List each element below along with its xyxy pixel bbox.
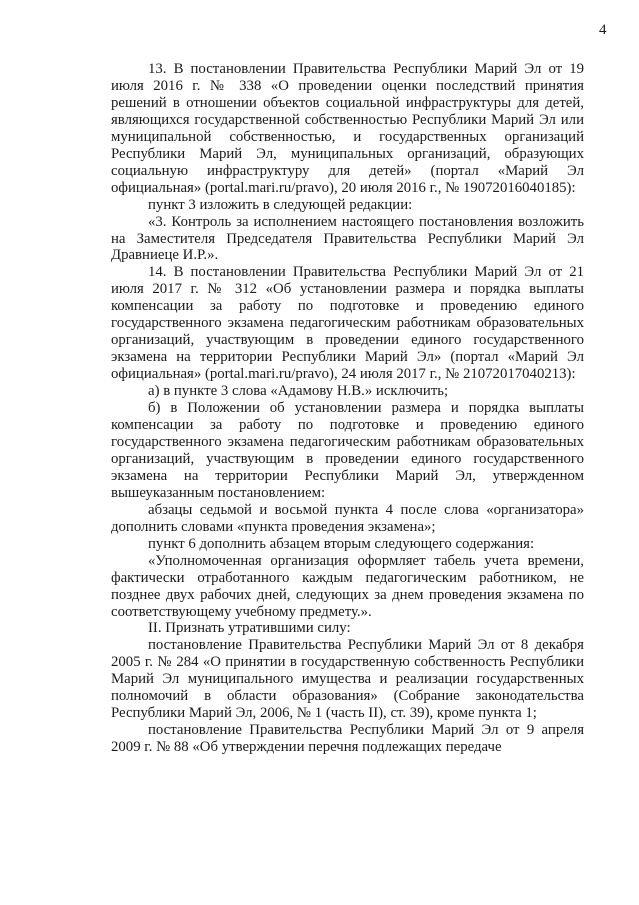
paragraph-abzac-7-8: абзацы седьмой и восьмой пункта 4 после слова «организатора» дополнить словами «пункта проведения экзамена»; <box>111 501 584 535</box>
paragraph-decree-2009: постановление Правительства Республики Марий Эл от 9 апреля 2009 г. № 88 «Об утверждении перечня подлежащих передаче <box>111 722 584 756</box>
paragraph-point-6: пункт 6 дополнить абзацем вторым следующего содержания: <box>148 535 535 552</box>
paragraph-subitem-b: б) в Положении об установлении размера и порядка выплаты компенсации за работу по подготовке и проведению единого государственного экзамена педагогическим работникам образовательных организаций, участвующим в проведении единого государственного экзамена на территории Республики Марий Эл, утвержденном вышеуказанным постановлением: <box>111 400 584 501</box>
paragraph-decree-2005: постановление Правительства Республики Марий Эл от 8 декабря 2005 г. № 284 «О принятии в государственную собственность Республики Марий Эл муниципального имущества и реализации государственных полномочий в области образования» (Собрание законодательства Республики Марий Эл, 2006, № 1 (часть II), ст. 39), кроме пункта 1; <box>111 637 584 722</box>
paragraph-item-13: 13. В постановлении Правительства Республики Марий Эл от 19 июля 2016 г. № 338 «О проведении оценки последствий принятия решений в отношении объектов социальной инфраструктуры для детей, являющихся государственной собственностью Республики Марий Эл или муниципальной собственностью, и государственных организаций Республики Марий Эл, муниципальных организаций, образующих социальную инфраструктуру для детей» (портал «Марий Эл официальная» (portal.mari.ru/pravo), 20 июля 2016 г., № 19072016040185): <box>111 61 584 196</box>
page-number: 4 <box>599 22 607 38</box>
paragraph-quote-control: «3. Контроль за исполнением настоящего постановления возложить на Заместителя Председателя Правительства Республики Марий Эл Дравниеце И.Р.». <box>111 213 584 264</box>
document-body <box>111 61 584 756</box>
paragraph-amend-point-3: пункт 3 изложить в следующей редакции: <box>148 196 413 213</box>
paragraph-subitem-a: а) в пункте 3 слова «Адамову Н.В.» исключить; <box>148 383 449 400</box>
paragraph-section-2-heading: II. Признать утратившими силу: <box>148 620 351 637</box>
paragraph-quote-tabel: «Уполномоченная организация оформляет табель учета времени, фактически отработанного каждым педагогическим работником, не позднее двух рабочих дней, следующих за днем проведения экзамена по соответствующему учебному предмету.». <box>111 552 584 620</box>
paragraph-item-14: 14. В постановлении Правительства Республики Марий Эл от 21 июля 2017 г. № 312 «Об установлении размера и порядка выплаты компенсации за работу по подготовке и проведению единого государственного экзамена педагогическим работникам образовательных организаций, участвующим в проведении единого государственного экзамена на территории Республики Марий Эл» (портал «Марий Эл официальная» (portal.mari.ru/pravo), 24 июля 2017 г., № 21072017040213): <box>111 264 584 383</box>
